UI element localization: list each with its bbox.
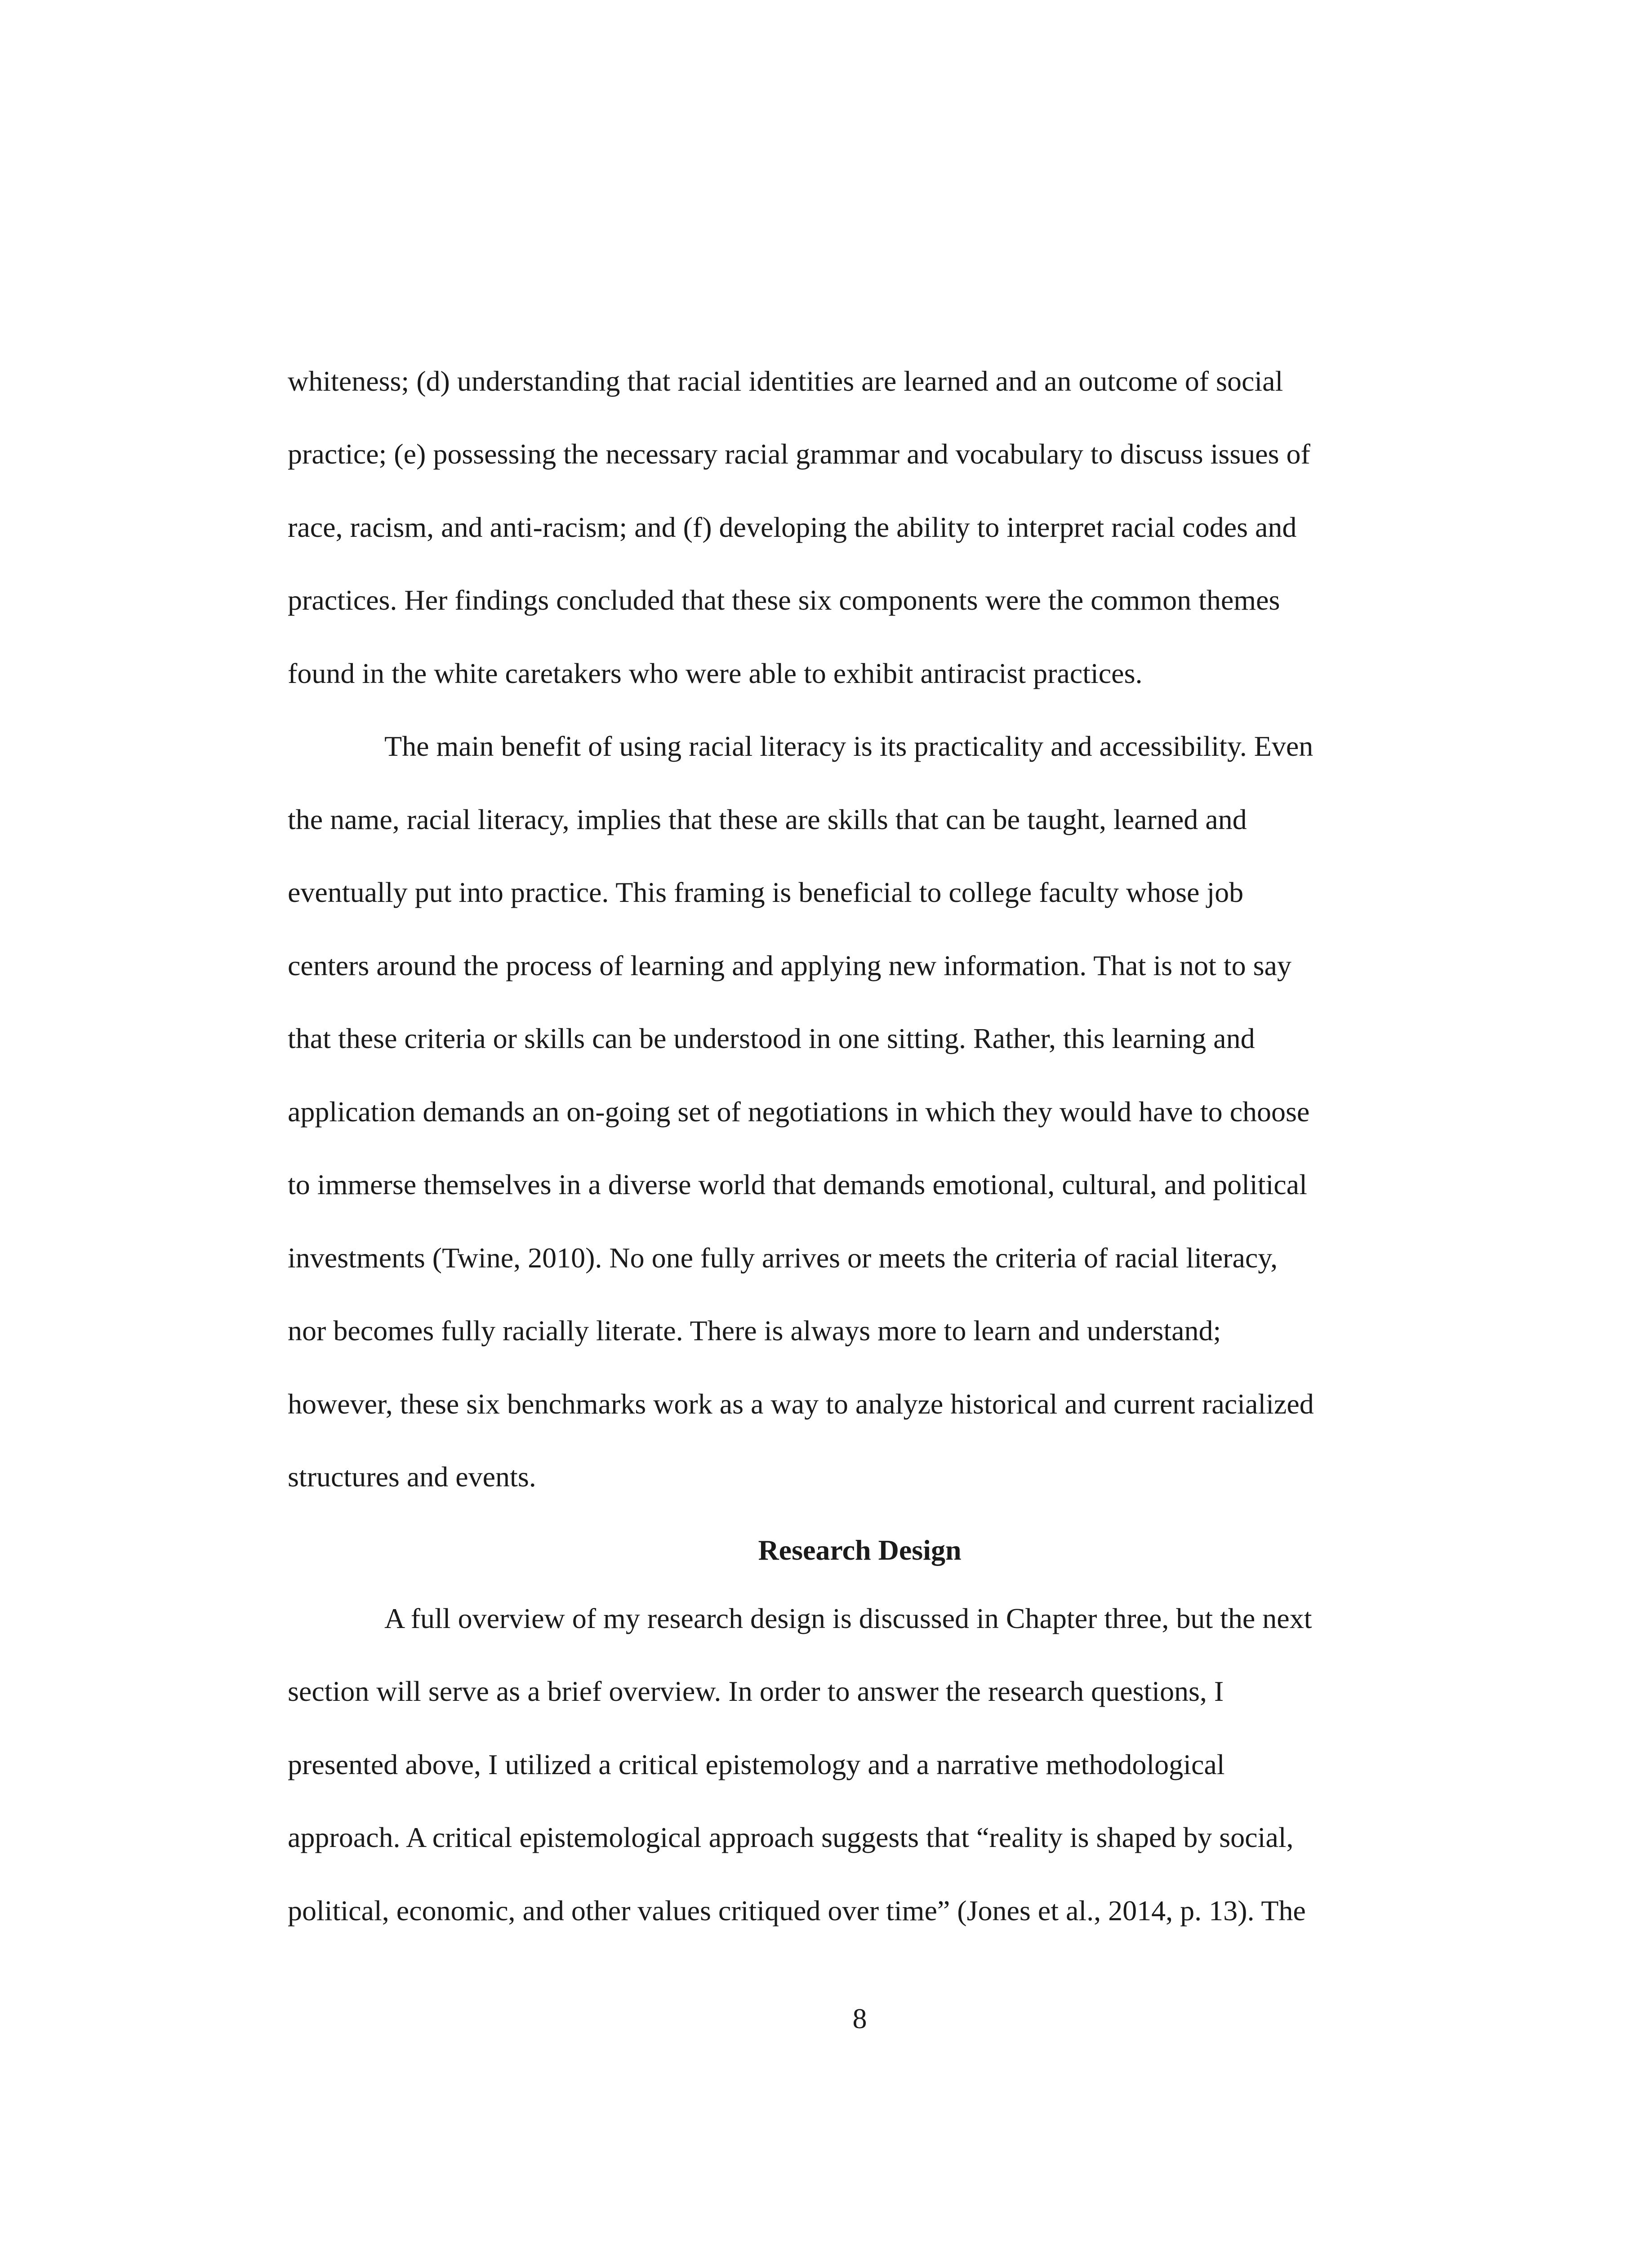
- page-number: 8: [852, 2003, 867, 2034]
- section-heading: Research Design: [758, 1534, 962, 1566]
- paragraph-2-line: to immerse themselves in a diverse world that demands emotional, cultural, and political: [288, 1169, 1307, 1200]
- paragraph-2-line: application demands an on-going set of negotiations in which they would have to choose: [288, 1096, 1310, 1128]
- paragraph-3-line: presented above, I utilized a critical epistemology and a narrative methodological: [288, 1748, 1225, 1780]
- paragraph-3-line: A full overview of my research design is discussed in Chapter three, but the next: [384, 1602, 1312, 1634]
- paragraph-1-line: found in the white caretakers who were able to exhibit antiracist practices.: [288, 657, 1143, 689]
- paragraph-3-line: section will serve as a brief overview. In order to answer the research questions, I: [288, 1675, 1224, 1707]
- paragraph-2-line: investments (Twine, 2010). No one fully arrives or meets the criteria of racial literacy,: [288, 1242, 1278, 1274]
- paragraph-2-line: however, these six benchmarks work as a way to analyze historical and current racialized: [288, 1388, 1314, 1420]
- paragraph-2-line: The main benefit of using racial literacy is its practicality and accessibility. Even: [384, 730, 1314, 762]
- paragraph-2-line: centers around the process of learning and applying new information. That is not to say: [288, 950, 1291, 981]
- paragraph-1-line: practices. Her findings concluded that these six components were the common themes: [288, 584, 1280, 616]
- paragraph-1-line: race, racism, and anti-racism; and (f) developing the ability to interpret racial codes and: [288, 511, 1297, 543]
- paragraph-1-line: whiteness; (d) understanding that racial identities are learned and an outcome of social: [288, 365, 1283, 397]
- paragraph-2-line: eventually put into practice. This framing is beneficial to college faculty whose job: [288, 876, 1244, 908]
- paragraph-2-line: the name, racial literacy, implies that these are skills that can be taught, learned and: [288, 803, 1247, 835]
- paragraph-2-line: structures and events.: [288, 1461, 536, 1493]
- paragraph-3-line: approach. A critical epistemological approach suggests that “reality is shaped by social,: [288, 1821, 1294, 1853]
- paragraph-2-line: that these criteria or skills can be understood in one sitting. Rather, this learning and: [288, 1022, 1255, 1054]
- paragraph-1-line: practice; (e) possessing the necessary racial grammar and vocabulary to discuss issues of: [288, 438, 1310, 470]
- paragraph-2-line: nor becomes fully racially literate. There is always more to learn and understand;: [288, 1315, 1221, 1347]
- paragraph-3-line: political, economic, and other values critiqued over time” (Jones et al., 2014, p. 13). The: [288, 1895, 1306, 1927]
